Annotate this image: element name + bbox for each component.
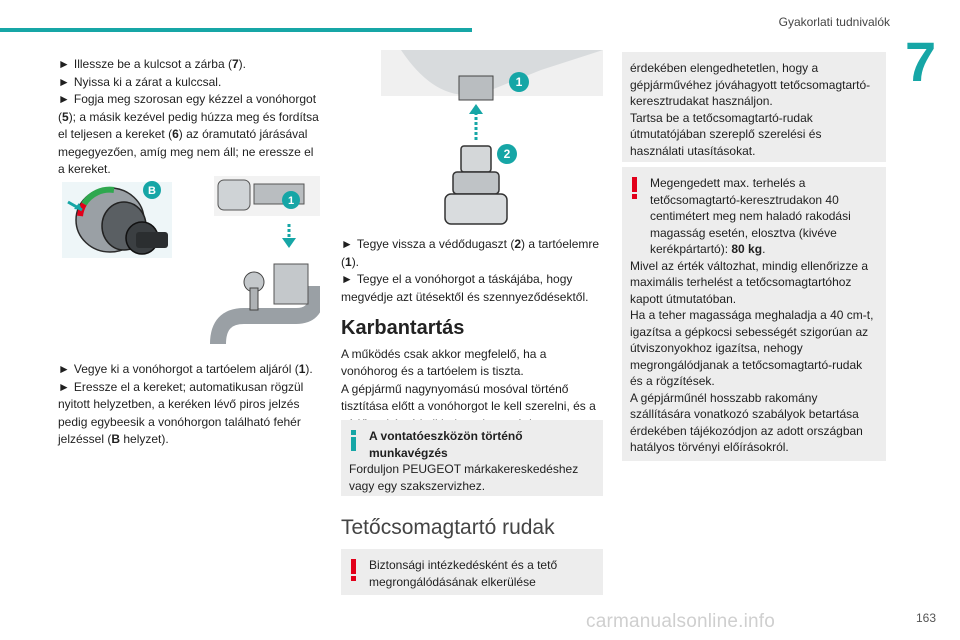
info-box-text: Forduljon PEUGEOT márkakereskedéshez vagy egy szakszervizhez. — [349, 462, 579, 493]
protective-cap-illustration — [341, 50, 603, 230]
info-box — [341, 420, 603, 496]
step-hold-hook: ► Fogja meg szorosan egy kézzel a vonóhorgot (5); a másik kezével pedig húzza meg és fordítsa el teljesen a kereket (6) az óramutató járásával megegyezően, amíg meg nem áll; ne eressze el a kereket. — [58, 92, 319, 176]
roof-bars-approval-text: érdekében elengedhetetlen, hogy a gépjárművéhez jóváhagyott tetőcsomagtartó-keresztrudakat használjon. — [630, 61, 871, 108]
page-number: 163 — [915, 611, 936, 625]
towbar-removal-illustration — [58, 176, 320, 346]
step-replace-cap: ► Tegye vissza a védődugaszt (2) a tartóelemre (1). — [341, 237, 600, 269]
heading-tetocsomagtarto: Tetőcsomagtartó rudak — [341, 516, 555, 539]
step-insert-key: ► Illessze be a kulcsot a zárba (7). — [58, 57, 246, 71]
step-store-hook: ► Tegye el a vonóhorgot a táskájába, hogy megvédje azt ütésektől és szennyeződésektől. — [341, 272, 589, 304]
header-accent-bar — [0, 28, 472, 32]
step-open-lock: ► Nyissa ki a zárat a kulccsal. — [58, 74, 222, 89]
step-release-wheel: ► Eressze el a kereket; automatikusan rögzül nyitott helyzetben, a keréken lévő piros jelzés pedig egybeesik a vonóhorgon található fehér jelzéssel (B helyzet). — [58, 379, 304, 446]
label-b: B — [148, 185, 156, 197]
info-box-title: A vontatóeszközön történő munkavégzés — [369, 429, 523, 460]
heading-karbantartas: Karbantartás — [341, 317, 465, 339]
warning-box-max-load — [622, 167, 886, 461]
step-remove-hook: ► Vegye ki a vonóhorgot a tartóelem aljáról (1). — [58, 362, 313, 376]
label-1: 1 — [515, 75, 523, 89]
label-1: 1 — [287, 195, 295, 207]
column-1-bottom — [58, 361, 322, 449]
warning-box-continued — [622, 52, 886, 162]
watermark: carmanualsonline.info — [586, 611, 776, 632]
speed-adjust-text: Ha a teher magassága meghaladja a 40 cm-t, igazítsa a gépkocsi sebességét szigorúan az útviszonyokhoz igazítsa, nehogy megrongálódjanak a tetőcsomagtartó-rudak és a rögzítések. — [630, 308, 874, 388]
warning-text: Biztonsági intézkedésként és a tető megrongálódásának elkerülése — [369, 558, 558, 589]
maintenance-paragraph-2: A gépjármű nagynyomású mosóval történő tisztítása előtt a vonóhorgot le kell szerelni, és a — [341, 381, 596, 413]
maintenance-paragraph-1: A működés csak akkor megfelelő, ha a vonóhorog és a tartóelem is tiszta. — [341, 346, 547, 378]
label-2: 2 — [503, 147, 511, 161]
section-title: Gyakorlati tudnivalók — [778, 15, 890, 29]
long-load-rules-text: A gépjárműnél hosszabb rakomány szállítására vonatkozó szabályok betartása érdekében tájékozódjon az adott országban hatályos törvényi előírásokról. — [630, 390, 863, 454]
roof-bars-instructions-text: Tartsa be a tetőcsomagtartó-rudak útmutatójában szereplő szerelési és használati utasításokat. — [630, 110, 822, 158]
column-2 — [341, 236, 603, 433]
warning-box-roof — [341, 549, 603, 595]
check-load-text: Mivel az érték változhat, mindig ellenőrizze a maximális terhelést a tetőcsomagtartóhoz kapott útmutatóban. — [630, 258, 869, 306]
chapter-number: 7 — [905, 30, 937, 93]
column-1 — [58, 56, 322, 179]
max-load-text: Megengedett max. terhelés a tetőcsomagtartó-keresztrudakon 40 centimétert meg nem haladó rakodási magasság esetén, elosztva (kivéve kerékpártartó): 80 kg. — [650, 176, 851, 256]
